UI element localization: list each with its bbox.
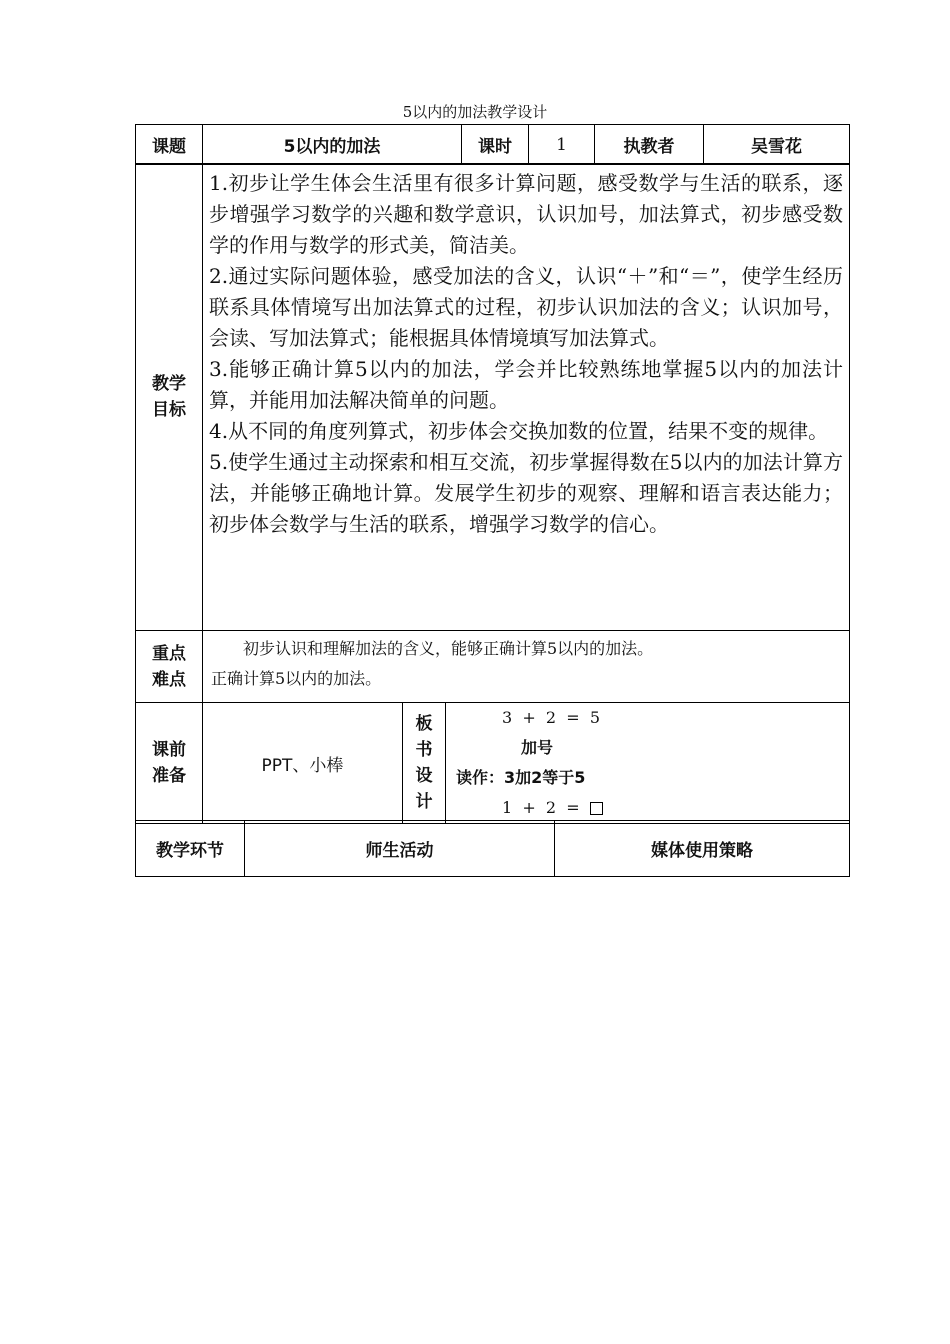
board-plus-sign-label: 加号 [521,738,554,757]
topic-label: 课题 [136,125,203,165]
goals-content [203,164,850,631]
periods-label: 课时 [462,125,529,165]
header-table [135,124,850,165]
key-points-label [136,631,203,703]
board-equation-2-row [456,793,849,823]
board-equation-1: 3 + 2 = 5 [502,708,601,727]
goal-item-2: 2.通过实际问题体验，感受加法的含义，认识“＋”和“＝”，使学生经历联系具体情境写出加法算式的过程，初步认识加法的含义；认识加号，会读、写加法算式；能根据具体情境填写加法算式。 [209,264,843,350]
goals-label-line1: 教学 [152,374,186,394]
document-title: 5以内的加法教学设计 [402,103,548,121]
blank-box-icon [590,802,603,815]
board-label-char-2: 书 [415,740,433,760]
board-label-char-3: 设 [415,766,433,786]
goals-table [135,163,850,631]
key-point-text: 初步认识和理解加法的含义，能够正确计算5以内的加法。 [243,639,654,658]
board-label-char-1: 板 [415,714,433,734]
prep-value: PPT、小棒 [203,703,403,824]
goal-item-3: 3.能够正确计算5以内的加法，学会并比较熟练地掌握5以内的加法计算，并能用加法解决简单的问题。 [209,357,843,412]
prep-label [136,703,203,824]
board-label [403,703,446,824]
key-points-table [135,630,850,703]
difficulty-text: 正确计算5以内的加法。 [211,669,382,688]
key-points-label-line1: 重点 [152,643,186,664]
header-row [136,125,850,165]
board-label-char-4: 计 [415,792,433,812]
teacher-label: 执教者 [595,125,704,165]
key-points-content [203,631,850,703]
key-points-label-line2: 难点 [152,669,186,690]
goals-label [136,164,203,631]
board-equation-2: 1 + 2 = [502,798,590,817]
key-points-row [136,631,850,703]
prep-label-line2: 准备 [152,766,186,786]
goals-label-line2: 目标 [152,400,186,420]
goal-item-1: 1.初步让学生体会生活里有很多计算问题，感受数学与生活的联系，逐步增强学习数学的兴趣和数学意识，认识加号，加法算式，初步感受数学的作用与数学的形式美，简洁美。 [209,171,843,257]
sections-table [135,820,850,877]
goals-row [136,164,850,631]
topic-value: 5以内的加法 [203,125,462,165]
periods-value: 1 [529,125,595,165]
goal-item-5: 5.使学生通过主动探索和相互交流，初步掌握得数在5以内的加法计算方法，并能够正确地计算。发展学生初步的观察、理解和语言表达能力；初步体会数学与生活的联系，增强学习数学的信心。 [209,450,843,536]
prep-board-table [135,702,850,824]
activities-header: 师生活动 [245,821,555,877]
sections-header-row [136,821,850,877]
prep-label-line1: 课前 [152,740,186,760]
board-reading: 读作：3加2等于5 [456,768,586,787]
teacher-value: 吴雪花 [704,125,850,165]
prep-board-row [136,703,850,824]
teaching-stage-header: 教学环节 [136,821,245,877]
board-content [446,703,850,824]
media-strategy-header: 媒体使用策略 [555,821,850,877]
goal-item-4: 4.从不同的角度列算式，初步体会交换加数的位置，结果不变的规律。 [209,419,829,443]
